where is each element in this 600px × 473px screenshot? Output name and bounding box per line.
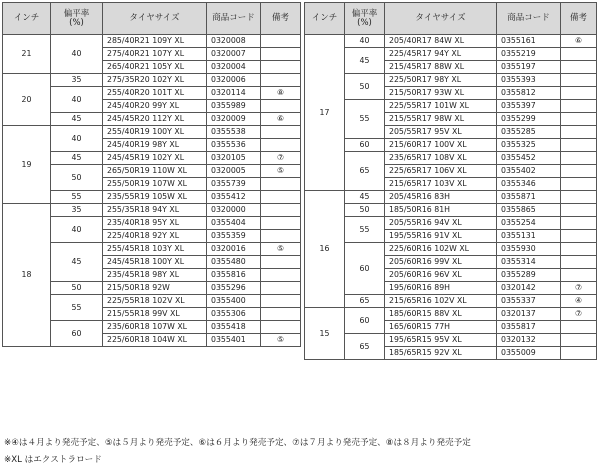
note-cell: ⑦ [561,308,597,321]
product-code-cell: 0355299 [497,113,561,126]
product-code-cell: 0355817 [497,321,561,334]
tire-size-cell: 165/60R15 77H [385,321,497,334]
product-code-cell: 0355480 [207,256,261,269]
product-code-cell: 0355397 [497,100,561,113]
product-code-cell: 0355989 [207,100,261,113]
table-row [3,204,301,217]
flatness-cell: 40 [51,35,103,74]
flatness-cell: 45 [345,191,385,204]
footnote-release-schedule: ※④は４月より発売予定、⑤は５月より発売予定、⑥は６月より発売予定、⑦は７月より発売予定、⑧は８月より発売予定 [4,438,471,448]
note-cell [261,308,301,321]
note-cell [261,217,301,230]
product-code-cell: 0355296 [207,282,261,295]
tire-size-cell: 255/40R20 101T XL [103,87,207,100]
note-cell [561,191,597,204]
inch-cell: 19 [3,126,51,204]
flatness-cell: 55 [51,191,103,204]
table-header-row [3,3,301,35]
table-row [305,74,597,87]
tire-size-cell: 235/60R18 107W XL [103,321,207,334]
footnote-xl-definition: ※XL はエクストラロード [4,455,102,465]
tire-size-cell: 195/65R15 95V XL [385,334,497,347]
tire-size-cell: 275/40R21 107Y XL [103,48,207,61]
tire-size-cell: 275/35R20 102Y XL [103,74,207,87]
tire-size-cell: 205/45R16 83H [385,191,497,204]
tire-size-cell: 205/55R17 95V XL [385,126,497,139]
note-cell [561,321,597,334]
product-code-cell: 0355289 [497,269,561,282]
tire-size-cell: 225/55R18 102V XL [103,295,207,308]
product-code-cell: 0320005 [207,165,261,178]
tire-size-cell: 265/50R19 110W XL [103,165,207,178]
note-cell [261,230,301,243]
product-code-cell: 0355009 [497,347,561,360]
product-code-cell: 0320000 [207,204,261,217]
flatness-cell: 40 [345,35,385,48]
product-code-cell: 0355865 [497,204,561,217]
flatness-cell: 60 [345,308,385,334]
tire-size-cell: 225/45R17 94Y XL [385,48,497,61]
product-code-cell: 0355871 [497,191,561,204]
tire-size-cell: 225/50R17 98Y XL [385,74,497,87]
tire-size-cell: 225/60R18 104W XL [103,334,207,347]
product-code-cell: 0320114 [207,87,261,100]
header-inch: インチ [305,3,345,35]
tire-size-cell: 285/40R21 109Y XL [103,35,207,48]
table-row [305,191,597,204]
header-code: 商品コード [207,3,261,35]
tire-size-cell: 185/65R15 92V XL [385,347,497,360]
flatness-cell: 65 [345,334,385,360]
note-cell [561,165,597,178]
note-cell [561,126,597,139]
note-cell [261,126,301,139]
note-cell [561,178,597,191]
tire-size-cell: 245/40R19 98Y XL [103,139,207,152]
flatness-cell: 40 [51,217,103,243]
product-code-cell: 0355402 [497,165,561,178]
tire-size-cell: 185/60R15 88V XL [385,308,497,321]
product-code-cell: 0320006 [207,74,261,87]
table-row [305,35,597,48]
tire-size-cell: 245/40R20 99Y XL [103,100,207,113]
product-code-cell: 0320105 [207,152,261,165]
flatness-cell: 60 [345,243,385,295]
tire-size-cell: 205/60R16 99V XL [385,256,497,269]
product-code-cell: 0320009 [207,113,261,126]
product-code-cell: 0355325 [497,139,561,152]
flatness-cell: 45 [345,48,385,74]
tire-size-cell: 205/40R17 84W XL [385,35,497,48]
product-code-cell: 0320132 [497,334,561,347]
note-cell [261,178,301,191]
note-cell [261,61,301,74]
tire-size-cell: 215/55R18 99V XL [103,308,207,321]
product-code-cell: 0355393 [497,74,561,87]
note-cell [561,100,597,113]
note-cell [261,74,301,87]
product-code-cell: 0355412 [207,191,261,204]
product-code-cell: 0355285 [497,126,561,139]
product-code-cell: 0355161 [497,35,561,48]
header-inch: インチ [3,3,51,35]
product-code-cell: 0355337 [497,295,561,308]
note-cell [561,347,597,360]
tire-size-cell: 215/65R16 102V XL [385,295,497,308]
note-cell [261,204,301,217]
tire-size-cell: 225/65R17 106V XL [385,165,497,178]
note-cell [261,256,301,269]
note-cell [561,204,597,217]
tire-size-cell: 245/45R18 100Y XL [103,256,207,269]
note-cell [561,269,597,282]
tire-size-cell: 255/40R19 100Y XL [103,126,207,139]
flatness-cell: 55 [345,217,385,243]
inch-cell: 21 [3,35,51,74]
table-row [305,100,597,113]
tire-size-cell: 195/55R16 91V XL [385,230,497,243]
table-row [305,295,597,308]
note-cell [561,217,597,230]
note-cell: ⑤ [261,243,301,256]
header-note: 備考 [261,3,301,35]
header-flatness-line1: 偏平率 [63,9,90,19]
product-code-cell: 0355404 [207,217,261,230]
tire-size-cell: 245/45R19 102Y XL [103,152,207,165]
flatness-cell: 40 [51,87,103,113]
note-cell [561,74,597,87]
tire-size-cell: 265/40R21 105Y XL [103,61,207,74]
tire-size-cell: 215/65R17 103V XL [385,178,497,191]
product-code-cell: 0320142 [497,282,561,295]
note-cell [261,321,301,334]
product-code-cell: 0355219 [497,48,561,61]
inch-cell: 16 [305,191,345,308]
tire-size-cell: 225/40R18 92Y XL [103,230,207,243]
product-code-cell: 0355197 [497,61,561,74]
product-code-cell: 0320137 [497,308,561,321]
flatness-cell: 35 [51,204,103,217]
header-code: 商品コード [497,3,561,35]
flatness-cell: 35 [51,74,103,87]
tire-size-cell: 255/45R18 103Y XL [103,243,207,256]
product-code-cell: 0355131 [497,230,561,243]
product-code-cell: 0355418 [207,321,261,334]
note-cell [261,48,301,61]
flatness-cell: 60 [345,139,385,152]
note-cell: ⑥ [261,113,301,126]
tire-size-cell: 215/45R17 88W XL [385,61,497,74]
inch-cell: 20 [3,74,51,126]
tire-size-cell: 215/50R17 93W XL [385,87,497,100]
note-cell [261,100,301,113]
product-code-cell: 0320016 [207,243,261,256]
product-code-cell: 0355816 [207,269,261,282]
tire-table-left [2,2,301,347]
product-code-cell: 0355306 [207,308,261,321]
note-cell [561,243,597,256]
note-cell: ⑦ [261,152,301,165]
product-code-cell: 0355812 [497,87,561,100]
table-header-row [305,3,597,35]
tire-size-cell: 235/40R18 95Y XL [103,217,207,230]
note-cell [261,139,301,152]
table-row [305,334,597,347]
tire-size-cell: 205/55R16 94V XL [385,217,497,230]
flatness-cell: 50 [51,282,103,295]
tire-size-cell: 255/35R18 94Y XL [103,204,207,217]
flatness-cell: 50 [51,165,103,191]
product-code-cell: 0355346 [497,178,561,191]
header-flatness [345,3,385,35]
table-row [305,308,597,321]
note-cell: ⑥ [561,35,597,48]
product-code-cell: 0355538 [207,126,261,139]
note-cell [261,35,301,48]
flatness-cell: 50 [345,74,385,100]
product-code-cell: 0355536 [207,139,261,152]
note-cell: ⑦ [561,282,597,295]
table-row [305,204,597,217]
note-cell [561,113,597,126]
table-row [3,126,301,139]
table-row [3,74,301,87]
product-code-cell: 0355314 [497,256,561,269]
header-flatness-line1: 偏平率 [351,9,378,19]
tire-size-cell: 235/45R18 98Y XL [103,269,207,282]
tire-size-cell: 225/60R16 102W XL [385,243,497,256]
product-code-cell: 0320007 [207,48,261,61]
product-code-cell: 0355452 [497,152,561,165]
note-cell [561,256,597,269]
tire-size-cell: 235/55R19 105W XL [103,191,207,204]
tire-size-cell: 235/65R17 108V XL [385,152,497,165]
note-cell [561,334,597,347]
flatness-cell: 50 [345,204,385,217]
inch-cell: 17 [305,35,345,191]
note-cell: ④ [561,295,597,308]
note-cell [561,61,597,74]
note-cell [561,87,597,100]
table-row [3,35,301,48]
product-code-cell: 0320008 [207,35,261,48]
product-code-cell: 0355400 [207,295,261,308]
note-cell [561,48,597,61]
tire-size-cell: 195/60R16 89H [385,282,497,295]
note-cell [261,269,301,282]
inch-cell: 18 [3,204,51,347]
header-note: 備考 [561,3,597,35]
table-row [305,139,597,152]
flatness-cell: 45 [51,113,103,126]
tire-size-cell: 225/55R17 101W XL [385,100,497,113]
tire-size-cell: 245/45R20 112Y XL [103,113,207,126]
product-code-cell: 0355739 [207,178,261,191]
header-flatness [51,3,103,35]
product-code-cell: 0355359 [207,230,261,243]
tire-size-cell: 205/60R16 96V XL [385,269,497,282]
tire-size-cell: 255/50R19 107W XL [103,178,207,191]
header-size: タイヤサイズ [385,3,497,35]
product-code-cell: 0355254 [497,217,561,230]
header-flatness-line2: (%) [357,17,372,28]
table-row [305,152,597,165]
flatness-cell: 65 [345,152,385,191]
note-cell [261,295,301,308]
flatness-cell: 55 [345,100,385,139]
tire-size-cell: 215/50R18 92W [103,282,207,295]
table-row [305,48,597,61]
note-cell [561,230,597,243]
flatness-cell: 55 [51,295,103,321]
note-cell: ⑧ [261,87,301,100]
note-cell [261,191,301,204]
product-code-cell: 0355401 [207,334,261,347]
table-row [305,217,597,230]
flatness-cell: 40 [51,126,103,152]
flatness-cell: 45 [51,243,103,282]
flatness-cell: 65 [345,295,385,308]
note-cell: ⑤ [261,334,301,347]
product-code-cell: 0355930 [497,243,561,256]
header-size: タイヤサイズ [103,3,207,35]
note-cell [261,282,301,295]
tire-size-cell: 215/60R17 100V XL [385,139,497,152]
flatness-cell: 45 [51,152,103,165]
header-flatness-line2: (%) [69,17,84,28]
note-cell [561,152,597,165]
tire-size-cell: 215/55R17 98W XL [385,113,497,126]
tire-table-right [304,2,597,360]
flatness-cell: 60 [51,321,103,347]
note-cell: ⑤ [261,165,301,178]
table-row [305,243,597,256]
tire-size-cell: 185/50R16 81H [385,204,497,217]
inch-cell: 15 [305,308,345,360]
note-cell [561,139,597,152]
product-code-cell: 0320004 [207,61,261,74]
